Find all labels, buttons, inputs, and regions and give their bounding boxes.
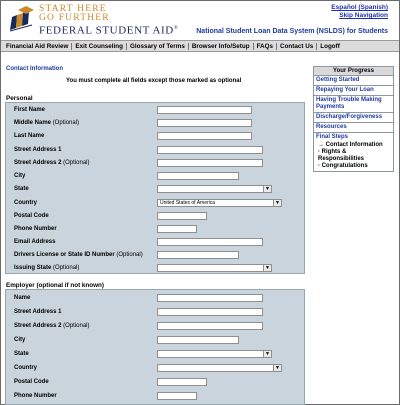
- first-name-input[interactable]: [157, 106, 252, 114]
- middle-name-input[interactable]: [157, 119, 252, 127]
- employer-city-input[interactable]: [157, 336, 239, 344]
- nav-glossary[interactable]: Glossary of Terms: [127, 43, 189, 50]
- field-label: First Name: [14, 107, 46, 113]
- country-row: [6, 198, 306, 210]
- field-label: City: [14, 337, 26, 343]
- sidebar-item-final-steps[interactable]: Final Steps: [316, 134, 349, 140]
- nav-contact-us[interactable]: Contact Us: [277, 43, 317, 50]
- field-label: Street Address 1: [14, 147, 62, 153]
- email-input[interactable]: [157, 238, 263, 246]
- employer-street-address-1-input[interactable]: [157, 308, 263, 316]
- postal-code-row: [6, 211, 306, 223]
- personal-form: [5, 102, 305, 274]
- phone-input[interactable]: [157, 225, 197, 233]
- sidebar-item-getting-started[interactable]: Getting Started: [314, 76, 393, 86]
- sidebar-item-discharge[interactable]: Discharge/Forgiveness: [314, 113, 393, 123]
- required-note: You must complete all fields except those marked as optional: [66, 78, 242, 84]
- field-label: Street Address 1: [14, 309, 62, 315]
- step-contact-information: → Contact Information: [318, 142, 383, 148]
- field-label: Middle Name (Optional): [14, 120, 80, 126]
- country-select[interactable]: United States of America ▼: [157, 199, 282, 207]
- step-congratulations: · Congratulations: [318, 163, 368, 169]
- middle-name-row: [6, 118, 306, 130]
- employer-phone-row: [6, 391, 306, 403]
- header-links: [331, 4, 388, 20]
- field-label: Issuing State (Optional): [14, 265, 80, 271]
- site-title: National Student Loan Data System (NSLDS) for Students: [196, 28, 388, 35]
- sidebar-title: Your Progress: [314, 67, 393, 76]
- employer-state-select[interactable]: [157, 350, 272, 358]
- field-label: Email Address: [14, 239, 56, 245]
- chevron-down-icon[interactable]: ▼: [263, 265, 271, 271]
- street-address-2-input[interactable]: [157, 159, 263, 167]
- sidebar-item-resources[interactable]: Resources: [314, 123, 393, 133]
- nav-financial-aid-review[interactable]: Financial Aid Review: [3, 43, 72, 50]
- employer-postal-code-input[interactable]: [157, 378, 207, 386]
- logo-tagline-2: GO FURTHER: [39, 13, 110, 23]
- nav-browser-info[interactable]: Browser Info/Setup: [189, 43, 254, 50]
- employer-name-input[interactable]: [157, 294, 263, 302]
- issuing-state-row: [6, 263, 306, 275]
- employer-postal-row: [6, 377, 306, 389]
- employer-street-2-row: [6, 321, 306, 333]
- drivers-license-input[interactable]: [157, 251, 239, 259]
- field-label: Last Name: [14, 133, 45, 139]
- phone-row: [6, 224, 306, 236]
- employer-section-label: Employer (optional if not known): [6, 282, 104, 289]
- field-label: Name: [14, 295, 31, 301]
- page-title: Contact Information: [6, 66, 63, 72]
- employer-state-row: [6, 349, 306, 361]
- field-label: Phone Number: [14, 393, 57, 399]
- top-nav: [1, 40, 399, 52]
- chevron-down-icon[interactable]: ▼: [263, 351, 271, 357]
- chevron-down-icon[interactable]: ▼: [263, 186, 271, 192]
- skip-navigation-link[interactable]: Skip Navigation: [339, 12, 388, 19]
- city-input[interactable]: [157, 172, 239, 180]
- field-label: State: [14, 186, 29, 192]
- state-row: [6, 184, 306, 196]
- logo-tagline-1: START HERE: [39, 4, 107, 14]
- employer-country-row: [6, 363, 306, 375]
- field-label: Country: [14, 365, 37, 371]
- field-label: State: [14, 351, 29, 357]
- employer-country-select[interactable]: [157, 364, 282, 372]
- field-label: Phone Number: [14, 226, 57, 232]
- employer-name-row: [6, 293, 306, 305]
- field-label: Drivers License or State ID Number (Optional): [14, 252, 143, 258]
- employer-city-row: [6, 335, 306, 347]
- sidebar-item-having-trouble[interactable]: Having Trouble Making Payments: [314, 96, 393, 113]
- last-name-row: [6, 131, 306, 143]
- postal-code-input[interactable]: [157, 212, 207, 220]
- employer-form: [5, 289, 305, 405]
- nav-faqs[interactable]: FAQs: [254, 43, 277, 50]
- street-1-row: [6, 145, 306, 157]
- chevron-down-icon[interactable]: ▼: [273, 365, 281, 371]
- nav-exit-counseling[interactable]: Exit Counseling: [72, 43, 127, 50]
- chevron-down-icon[interactable]: ▼: [273, 200, 281, 206]
- sidebar-item-repaying-your-loan[interactable]: Repaying Your Loan: [314, 86, 393, 96]
- header: [1, 1, 399, 39]
- field-label: City: [14, 173, 26, 179]
- field-label: Postal Code: [14, 213, 49, 219]
- last-name-input[interactable]: [157, 132, 252, 140]
- first-name-row: [6, 105, 306, 117]
- nav-logoff[interactable]: Logoff: [320, 42, 340, 50]
- employer-street-1-row: [6, 307, 306, 319]
- email-row: [6, 237, 306, 249]
- drivers-license-row: [6, 250, 306, 262]
- logo-text: [39, 5, 178, 37]
- field-label: Street Address 2 (Optional): [14, 323, 90, 329]
- street-2-row: [6, 158, 306, 170]
- street-address-1-input[interactable]: [157, 146, 263, 154]
- employer-phone-input[interactable]: [157, 392, 197, 400]
- state-select[interactable]: [157, 185, 272, 193]
- issuing-state-select[interactable]: [157, 264, 272, 272]
- employer-street-address-2-input[interactable]: [157, 322, 263, 330]
- step-rights-responsibilities: · Rights & Responsibilities: [318, 149, 365, 162]
- field-label: Postal Code: [14, 379, 49, 385]
- field-label: Country: [14, 200, 37, 206]
- fsa-logo-icon: [6, 4, 36, 33]
- personal-section-label: Personal: [6, 95, 33, 102]
- logo-wordmark: FEDERAL STUDENT AID®: [39, 24, 179, 37]
- city-row: [6, 171, 306, 183]
- progress-sidebar: [313, 66, 394, 172]
- spanish-link[interactable]: Español (Spanish): [331, 4, 388, 11]
- field-label: Street Address 2 (Optional): [14, 160, 90, 166]
